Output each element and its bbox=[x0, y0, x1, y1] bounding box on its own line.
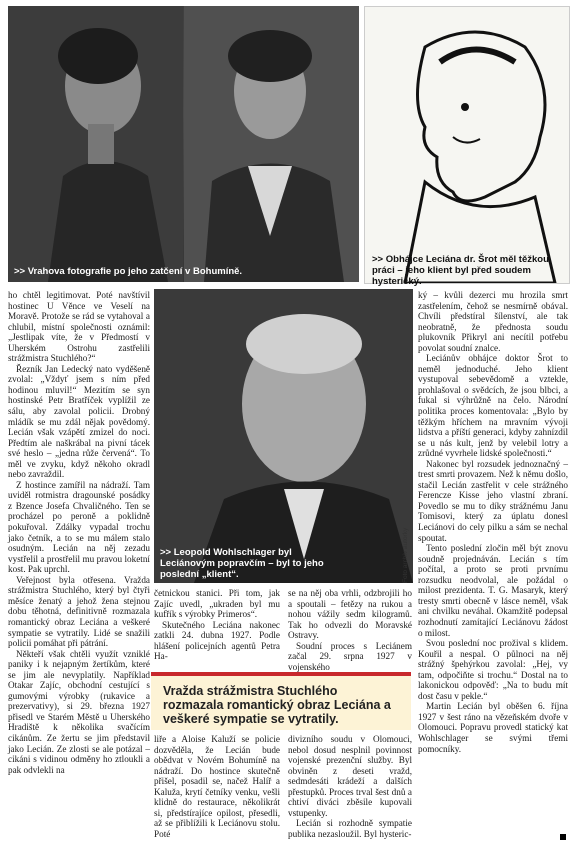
caricature-caption-text: Obhájce Leciána dr. Šrot měl těžkou práci – jeho klient byl před soudem hysterický. bbox=[372, 254, 549, 287]
portrait-illustration bbox=[154, 289, 413, 583]
end-mark bbox=[560, 834, 566, 840]
paragraph: ký – kvůli dezerci mu hrozila smrt zastřelením, čehož se nesmírně obával. Chvíli předstíral šílenství, ale tak neobratně, že přednosta soudu plukovník Přikryl ani necítil potřebu povolat soudní znalce. bbox=[418, 290, 568, 353]
mugshot-caption-text: Vrahova fotografie po jeho zatčení v Bohumíně. bbox=[27, 266, 243, 277]
bottom-left-column bbox=[154, 734, 280, 839]
caricature-caption bbox=[372, 254, 568, 287]
caption-marker: >> bbox=[14, 266, 26, 277]
paragraph: Někteří však chtěli využít vzniklé paniky i k nejapným žertíkům, které se jim ale nevyplatily. Například Otakar Zajíc, obchodní cestující s gumovými výrobky (rukavice a prezervativy), si 29. března 1927 přisedl ve Starém Městě u Uherského Hradiště k několika svačícím cikánům. Ze žertu se jim představil jako Lecián. Ze zlosti se ale potázal – cikáni s vidinou odměny ho ztloukli a pak odvlekli na bbox=[8, 648, 150, 775]
paragraph: Leciánův obhájce doktor Šrot to neměl jednoduché. Jeho klient vystupoval sebevědomě a vztekle, prohlašoval o svědcích, že jsou blbci, a fukal si výhrůžně na čelo. Národní politika proces komentovala: „Bylo by těžkým hříchem na mravním vývoji lidstva a příští generaci, kdyby zahnízdil se u nás kult, jenž by velebil lotry a zrůdné vyvrhele lidské společnosti.“ bbox=[418, 353, 568, 459]
pull-quote: Vražda strážmistra Stuchlého rozmazala romantický obraz Leciána a veškeré sympatie se vytratily. bbox=[163, 684, 391, 726]
left-column bbox=[8, 290, 150, 775]
paragraph: Martin Lecián byl oběšen 6. října 1927 v šest ráno na vězeňském dvoře v Olomouci. Popravu provedl statický kat Wohlschlager se svými třemi pomocníky. bbox=[418, 701, 568, 754]
paragraph: ho chtěl legitimovat. Poté navštívil hostinec U Věnce ve Veselí na Moravě. Protože se rád se vytahoval a chlubil, místní společnosti oznámil: „Jestlipak víte, že v Předmostí v Uherském Ostrohu zastřelili strážmistra Stuchlého?“ bbox=[8, 290, 150, 364]
paragraph: se na něj oba vrhli, odzbrojili ho a spoutali – fetězy na rukou a nohou vážily sedm kilogramů. Tak ho odvezli do Moravské Ostravy. bbox=[288, 588, 412, 641]
mugshot-illustration bbox=[8, 6, 359, 282]
center-right-text bbox=[288, 588, 412, 672]
bottom-right-column bbox=[288, 734, 412, 839]
paragraph: Z hostince zamířil na nádraží. Tam uviděl rotmistra dragounské posádky z Bzence Josefa Chvaličného. Ten se procházel po peroně a poklidně pokuřoval. Zdálky vypadal trochu jako četník, a to se mu málem stalo osudným. Lecián na něj zezadu vystřelil a prostřelil mu pravou loketní kost. Pak uprchl. bbox=[8, 479, 150, 575]
paragraph: Veřejnost byla otřesena. Vražda strážmistra Stuchlého, který byl čtyři měsíce ženatý a jehož žena stejnou dobu těhotná, definitivně rozmazala romantický obraz Leciána a veškeré sympatie se vytratily. Lidé se snažili policii pomáhat při pátrání. bbox=[8, 574, 150, 649]
paragraph: Svou poslední noc prožival s klidem. Kouřil a nespal. O půlnoci na něj strážný špehýrkou zavolal: „Hej, vy tam, odpočiňte si trochu.“ Dostal na to lakonickou odpověď: „Na to budu mít dost času v pekle.“ bbox=[418, 638, 568, 701]
paragraph: Soudní proces s Leciánem začal 29. srpna 1927 v vojenského bbox=[288, 640, 412, 672]
paragraph: Lecián si rozhodně sympatie publika nezasloužil. Byl hysteric- bbox=[288, 818, 412, 839]
caption-marker: >> bbox=[160, 547, 172, 558]
portrait-caption-text: Leopold Wohlschlager byl Leciánovým popravčím – byl to jeho poslední „klient“. bbox=[160, 547, 324, 580]
portrait-caption bbox=[160, 547, 330, 580]
caricature-drawing bbox=[364, 6, 570, 284]
paragraph: četnickou stanici. Při tom, jak Zajíc uvedl, „ukraden byl mu kufřík s výrobky Primeros“. bbox=[154, 588, 280, 620]
paragraph: liře a Aloise Kaluží se policie dozvěděla, že Lecián bude obědvat v Novém Bohumíně na nádraží. Do hostince skutečně přišel, posadil se, načež Halíř a Kaluža, krytí četníky venku, vešli klidně do restaurace, několikrát si, předstírajíce opilost, přesedli, až se přiblížili k Leciánovu stolu. Poté bbox=[154, 734, 280, 839]
paragraph: divizního soudu v Olomouci, nebol dosud nesplnil povinnost vojenské prezenční služby. Byl obviněn z deseti vražd, sedmdesáti krádeží a dalších přestupků. Proces trval šest dnů a chtiví diváci zběsile kupovali vstupenky. bbox=[288, 734, 412, 818]
center-left-text bbox=[154, 588, 280, 662]
portrait-photo bbox=[154, 289, 413, 583]
caricature-illustration bbox=[365, 7, 569, 283]
mugshot-caption bbox=[14, 266, 344, 277]
right-column bbox=[418, 290, 568, 754]
paragraph: Řezník Jan Ledecký nato vyděšeně zvolal: „Vždyť jsem s ním před hodinou mluvil!“ Mezitím se syn hostinské Petr Bratříček vyplížil ze sálu, aby zavolal policii. Drobný mládík se mu zdál nějak povědomý. Lecián však vzápětí zmizel do noci. Předtím ale naškrábal na pivní tácek své heslo – „jedna růže červená“. To měl ve zvyku, když někoho okradl nebo zavraždil. bbox=[8, 363, 150, 480]
paragraph: Skutečného Leciána nakonec zatkli 24. dubna 1927. Podle hlášení policejních agentů Petra Ha- bbox=[154, 619, 280, 662]
paragraph: Nakonec byl rozsudek jednoznačný – trest smrti provazem. Než k němu došlo, stačil Lecián zastřelit v cele strážného Ferencze Kisse jeho vlastní zbraní. Povedlo se mu to díky strážnému Janu Tomisovi, který za úplatu donesl Leciánovi do cely pilku a sám se nechal spoutat. bbox=[418, 458, 568, 543]
pull-quote-box bbox=[151, 672, 411, 730]
caption-marker: >> bbox=[372, 254, 384, 265]
photo-credit: Foto archiv autorky bbox=[402, 527, 409, 583]
mugshot-photo bbox=[8, 6, 359, 282]
paragraph: Tento poslední zločin měl být znovu soudně projednáván. Lecián s tím počítal, a proto se proti prvnímu rozsudku neodvolal, ale požádal o milost prezidenta. T. G. Masaryk, který tresty smrti obecně v lásce neměl, však ani chvilku neváhal. Okamžitě podepsal rozhodnutí zamítající Leciánovu žádost o milost. bbox=[418, 543, 568, 638]
